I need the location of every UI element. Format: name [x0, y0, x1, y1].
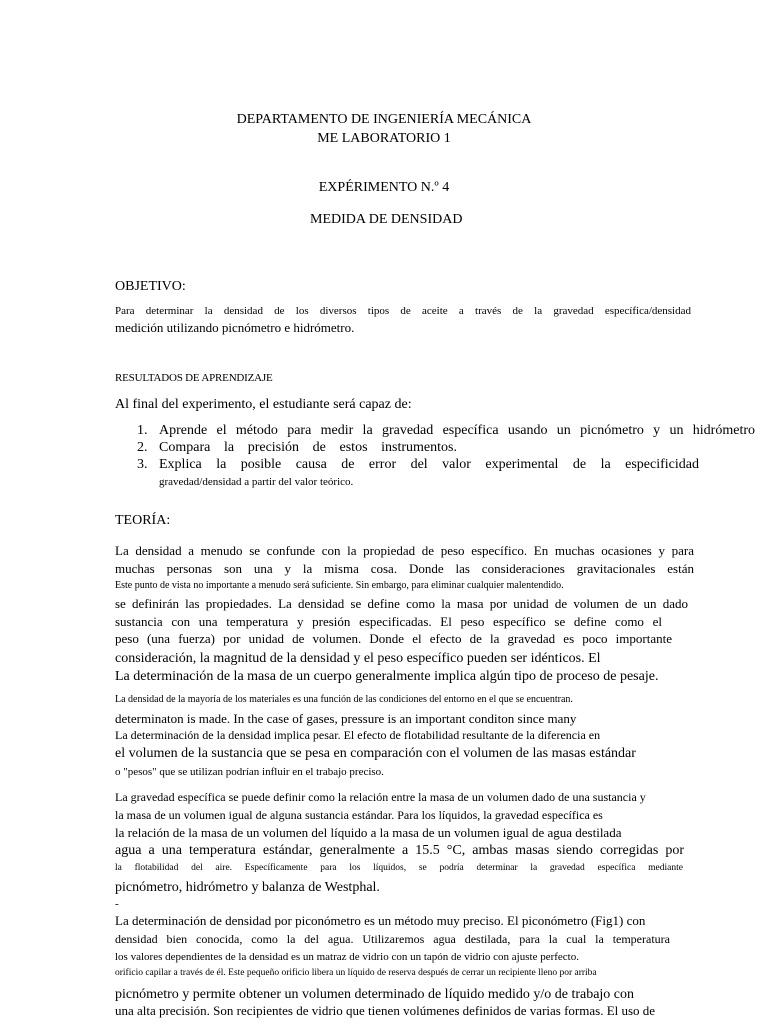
theory-text-line: densidad bien conocida, como la del agua. Utilizaremos agua destilada, para la cual la temperatura	[115, 932, 670, 946]
objective-heading: OBJETIVO:	[115, 279, 186, 294]
list-item-continuation: gravedad/densidad a partir del valor teórico.	[159, 476, 354, 488]
list-item-number: 3.	[137, 457, 148, 472]
list-item-number: 2.	[137, 440, 148, 455]
theory-text-line: determinaton is made. In the case of gases, pressure is an important conditon since many	[115, 711, 577, 726]
theory-text-line: Este punto de vista no importante a menudo será suficiente. Sin embargo, para eliminar cualquier malentendido.	[115, 580, 564, 591]
theory-text-line: La gravedad específica se puede definir como la relación entre la masa de un volumen dado de una sustancia y	[115, 790, 646, 804]
theory-text-line: consideración, la magnitud de la densidad y el peso específico pueden ser idénticos. El	[115, 651, 601, 666]
theory-text-line: picnómetro, hidrómetro y balanza de Westphal.	[115, 880, 380, 895]
theory-text-line: una alta precisión. Son recipientes de vidrio que tienen volúmenes definidos de varias formas. El uso de	[115, 1003, 656, 1018]
theory-text-line: el volumen de la sustancia que se pesa en comparación con el volumen de las masas estándar	[115, 746, 636, 761]
objective-text-line: Para determinar la densidad de los diversos tipos de aceite a través de la gravedad específica/densidad	[115, 305, 691, 317]
theory-text-line: los valores dependientes de la densidad es un matraz de vidrio con un tapón de vidrio con ajuste perfecto.	[115, 951, 579, 963]
list-item-text: Compara la precisión de estos instrumentos.	[159, 440, 457, 455]
list-item-text: Explica la posible causa de error del valor experimental de la especificidad	[159, 457, 699, 472]
experiment-number: EXPÉRIMENTO N.º 4	[318, 180, 450, 195]
theory-text-line: la flotabilidad del aire. Específicamente para los líquidos, se podría determinar la gravedad específica mediante	[115, 863, 683, 873]
theory-text-line: agua a una temperatura estándar, generalmente a 15.5 °C, ambas masas siendo corregidas por	[115, 843, 684, 858]
list-item-number: 1.	[137, 423, 148, 438]
theory-text-line: se definirán las propiedades. La densidad se define como la masa por unidad de volumen de un dado	[115, 596, 688, 611]
objective-text-line: medición utilizando picnómetro e hidrómetro.	[115, 320, 355, 335]
theory-text-line: la relación de la masa de un volumen del líquido a la masa de un volumen igual de agua destilada	[115, 825, 622, 840]
separator-dash: -	[115, 898, 119, 910]
list-item-text: Aprende el método para medir la gravedad específica usando un picnómetro y un hidrómetro	[159, 423, 755, 438]
outcomes-intro: Al final del experimento, el estudiante será capaz de:	[115, 397, 412, 412]
theory-text-line: orificio capilar a través de él. Este pequeño orificio libera un líquido de reserva después de cerrar un recipiente lleno por arriba	[115, 968, 597, 978]
theory-text-line: muchas personas son una y la misma cosa. Donde las consideraciones gravitacionales están	[115, 561, 694, 576]
theory-heading: TEORÍA:	[115, 513, 171, 528]
theory-text-line: La densidad a menudo se confunde con la propiedad de peso específico. En muchas ocasiones y para	[115, 543, 694, 558]
outcomes-heading: RESULTADOS DE APRENDIZAJE	[115, 372, 273, 384]
document-title: MEDIDA DE DENSIDAD	[310, 212, 463, 227]
theory-text-line: picnómetro y permite obtener un volumen determinado de líquido medido y/o de trabajo con	[115, 987, 635, 1002]
theory-text-line: La determinación de densidad por piconómetro es un método muy preciso. El piconómetro (Fig1) con	[115, 913, 646, 928]
department-heading: DEPARTAMENTO DE INGENIERÍA MECÁNICA	[236, 112, 532, 127]
theory-text-line: la masa de un volumen igual de alguna sustancia estándar. Para los líquidos, la gravedad específica es	[115, 808, 603, 822]
theory-text-line: La determinación de la masa de un cuerpo generalmente implica algún tipo de proceso de pesaje.	[115, 669, 659, 684]
theory-text-line: La determinación de la densidad implica pesar. El efecto de flotabilidad resultante de la diferencia en	[115, 728, 601, 742]
theory-text-line: sustancia con una temperatura y presión especificadas. El peso específico se define como el	[115, 614, 662, 629]
theory-text-line: peso (una fuerza) por unidad de volumen. Donde el efecto de la gravedad es poco importante	[115, 631, 672, 646]
theory-text-line: La densidad de la mayoría de los materiales es una función de las condiciones del entorno en el que se encuentran.	[115, 694, 573, 705]
lab-heading: ME LABORATORIO 1	[317, 131, 451, 146]
theory-text-line: o "pesos" que se utilizan podrían influir en el trabajo preciso.	[115, 766, 384, 778]
